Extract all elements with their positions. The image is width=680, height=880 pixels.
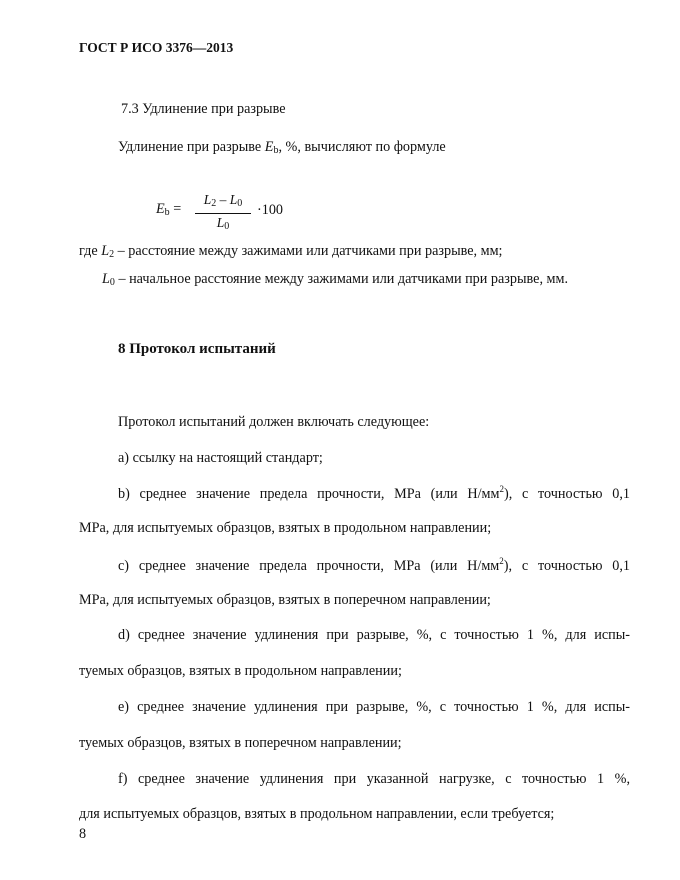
list-item-d-line1: d) среднее значение удлинения при разрыве, %, с точностью 1 %, для испы- <box>118 627 630 643</box>
formula-denominator <box>195 215 251 235</box>
formula-lhs <box>156 201 181 218</box>
item-b-superscript: 2 <box>499 484 505 494</box>
section-7-3-intro <box>118 139 446 156</box>
list-item-b-line2: МРа, для испытуемых образцов, взятых в продольном направлении; <box>79 520 492 536</box>
item-b-text-after: ), с точностью 0,1 <box>504 486 630 502</box>
item-c-superscript: 2 <box>499 556 504 566</box>
formula-fraction <box>195 192 251 235</box>
item-b-text-before: b) среднее значение предела прочности, МРа (или Н/мм <box>118 486 500 502</box>
list-item-e-line1: e) среднее значение удлинения при разрыве, %, с точностью 1 %, для испы- <box>118 699 630 715</box>
section-8-title: 8 Протокол испытаний <box>118 341 276 357</box>
list-item-c-line1 <box>118 556 630 575</box>
page-number: 8 <box>79 826 87 842</box>
where-l0-text: – начальное расстояние между зажимами или датчиками при разрыве, мм. <box>114 271 569 287</box>
numerator-var-a: L <box>203 192 212 207</box>
list-item-e-line2: туемых образцов, взятых в поперечном направлении; <box>79 735 402 751</box>
list-item-a: а) ссылку на настоящий стандарт; <box>118 450 323 466</box>
numerator-var-b: L <box>229 192 238 207</box>
document-header: ГОСТ Р ИСО 3376—2013 <box>79 40 234 55</box>
section-8-intro: Протокол испытаний должен включать следующее: <box>118 414 430 430</box>
where-l2-var: L <box>101 243 110 259</box>
where-l0-definition <box>102 271 568 288</box>
item-c-text-after: ), с точностью 0,1 <box>503 558 630 574</box>
numerator-var-a-sub: 2 <box>211 198 217 209</box>
where-l2-text: – расстояние между зажимами или датчиками при разрыве, мм; <box>114 243 503 259</box>
where-l2-definition <box>79 243 503 260</box>
fraction-bar <box>195 213 251 214</box>
formula-lhs-variable: E <box>156 201 165 217</box>
where-prefix: где <box>79 243 102 259</box>
intro-variable: E <box>264 139 274 155</box>
intro-text-before: Удлинение при разрыве <box>118 139 265 155</box>
where-l0-sub: 0 <box>109 277 115 288</box>
list-item-f-line1: f) среднее значение удлинения при указанной нагрузке, с точностью 1 %, <box>118 771 630 787</box>
formula-lhs-sub: b <box>164 207 170 218</box>
denominator-var: L <box>216 215 225 230</box>
denominator-var-sub: 0 <box>224 221 230 232</box>
list-item-c-line2: МРа, для испытуемых образцов, взятых в поперечном направлении; <box>79 592 491 608</box>
list-item-f-line2: для испытуемых образцов, взятых в продольном направлении, если требуется; <box>79 806 555 822</box>
intro-text-after: , %, вычисляют по формуле <box>278 139 446 155</box>
where-l0-var: L <box>102 271 110 287</box>
item-c-text-before: c) среднее значение предела прочности, МРа (или Н/мм <box>118 558 500 574</box>
formula-factor: ·100 <box>257 202 284 218</box>
intro-variable-sub: b <box>273 145 279 156</box>
numerator-var-b-sub: 0 <box>237 198 243 209</box>
list-item-d-line2: туемых образцов, взятых в продольном направлении; <box>79 663 402 679</box>
numerator-minus: – <box>216 192 230 207</box>
section-7-3-title: 7.3 Удлинение при разрыве <box>121 101 286 117</box>
formula-equals: = <box>169 201 182 217</box>
where-l2-sub: 2 <box>109 249 115 260</box>
formula-numerator <box>195 192 251 212</box>
list-item-b-line1 <box>118 484 630 503</box>
